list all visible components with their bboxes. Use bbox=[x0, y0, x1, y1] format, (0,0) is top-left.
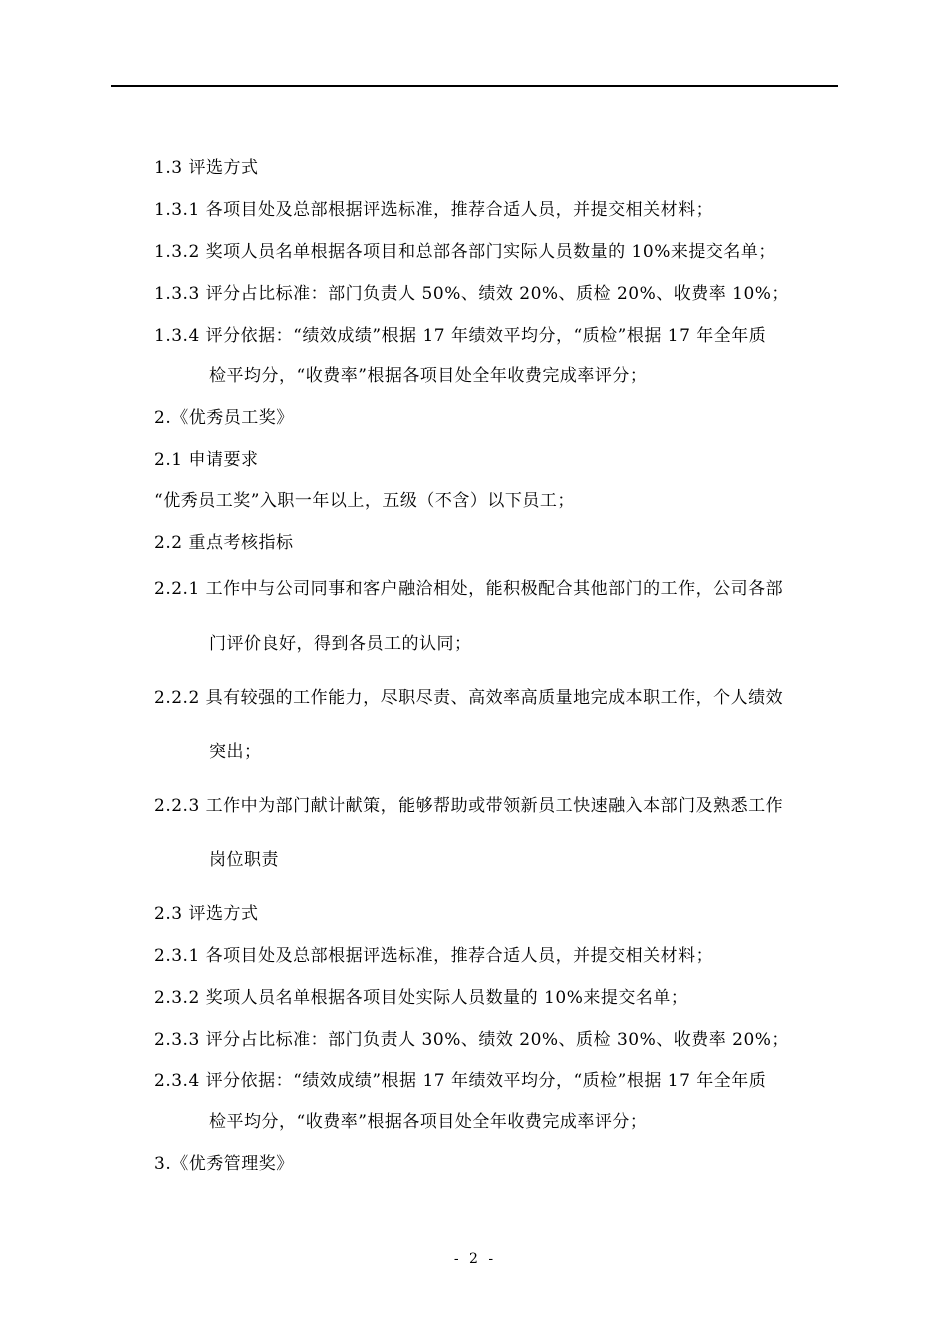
paragraph-1-3-3: 1.3.3 评分占比标准：部门负责人 50%、绩效 20%、质检 20%、收费率 10%； bbox=[154, 284, 789, 304]
paragraph-2-2-1-cont: 门评价良好，得到各员工的认同； bbox=[209, 634, 472, 654]
paragraph-2-1: “优秀员工奖”入职一年以上，五级（不含）以下员工； bbox=[154, 491, 575, 511]
page-number: - 2 - bbox=[453, 1251, 497, 1267]
paragraph-2-3-4-cont: 检平均分，“收费率”根据各项目处全年收费完成率评分； bbox=[209, 1112, 648, 1132]
section-heading-2-1: 2.1 申请要求 bbox=[154, 450, 259, 470]
section-heading-1-3: 1.3 评选方式 bbox=[154, 158, 259, 178]
section-heading-2-3: 2.3 评选方式 bbox=[154, 904, 259, 924]
section-heading-2-2: 2.2 重点考核指标 bbox=[154, 533, 294, 553]
paragraph-1-3-4: 1.3.4 评分依据：“绩效成绩”根据 17 年绩效平均分，“质检”根据 17 年全年质 bbox=[154, 326, 767, 346]
paragraph-2-2-2-cont: 突出； bbox=[209, 742, 262, 762]
paragraph-2-2-1: 2.2.1 工作中与公司同事和客户融洽相处，能积极配合其他部门的工作，公司各部 bbox=[154, 579, 784, 599]
paragraph-1-3-2: 1.3.2 奖项人员名单根据各项目和总部各部门实际人员数量的 10%来提交名单； bbox=[154, 242, 776, 262]
paragraph-2-2-3-cont: 岗位职责 bbox=[209, 850, 279, 870]
paragraph-2-3-1: 2.3.1 各项目处及总部根据评选标准，推荐合适人员，并提交相关材料； bbox=[154, 946, 714, 966]
paragraph-2-3-3: 2.3.3 评分占比标准：部门负责人 30%、绩效 20%、质检 30%、收费率 20%； bbox=[154, 1030, 789, 1050]
header-rule bbox=[111, 85, 838, 87]
paragraph-2-3-2: 2.3.2 奖项人员名单根据各项目处实际人员数量的 10%来提交名单； bbox=[154, 988, 689, 1008]
paragraph-1-3-4-cont: 检平均分，“收费率”根据各项目处全年收费完成率评分； bbox=[209, 366, 648, 386]
section-heading-3: 3.《优秀管理奖》 bbox=[154, 1154, 294, 1174]
paragraph-1-3-1: 1.3.1 各项目处及总部根据评选标准，推荐合适人员，并提交相关材料； bbox=[154, 200, 714, 220]
section-heading-2: 2.《优秀员工奖》 bbox=[154, 408, 294, 428]
paragraph-2-3-4: 2.3.4 评分依据：“绩效成绩”根据 17 年绩效平均分，“质检”根据 17 年全年质 bbox=[154, 1071, 767, 1091]
paragraph-2-2-2: 2.2.2 具有较强的工作能力，尽职尽责、高效率高质量地完成本职工作，个人绩效 bbox=[154, 688, 784, 708]
paragraph-2-2-3: 2.2.3 工作中为部门献计献策，能够帮助或带领新员工快速融入本部门及熟悉工作 bbox=[154, 796, 784, 816]
